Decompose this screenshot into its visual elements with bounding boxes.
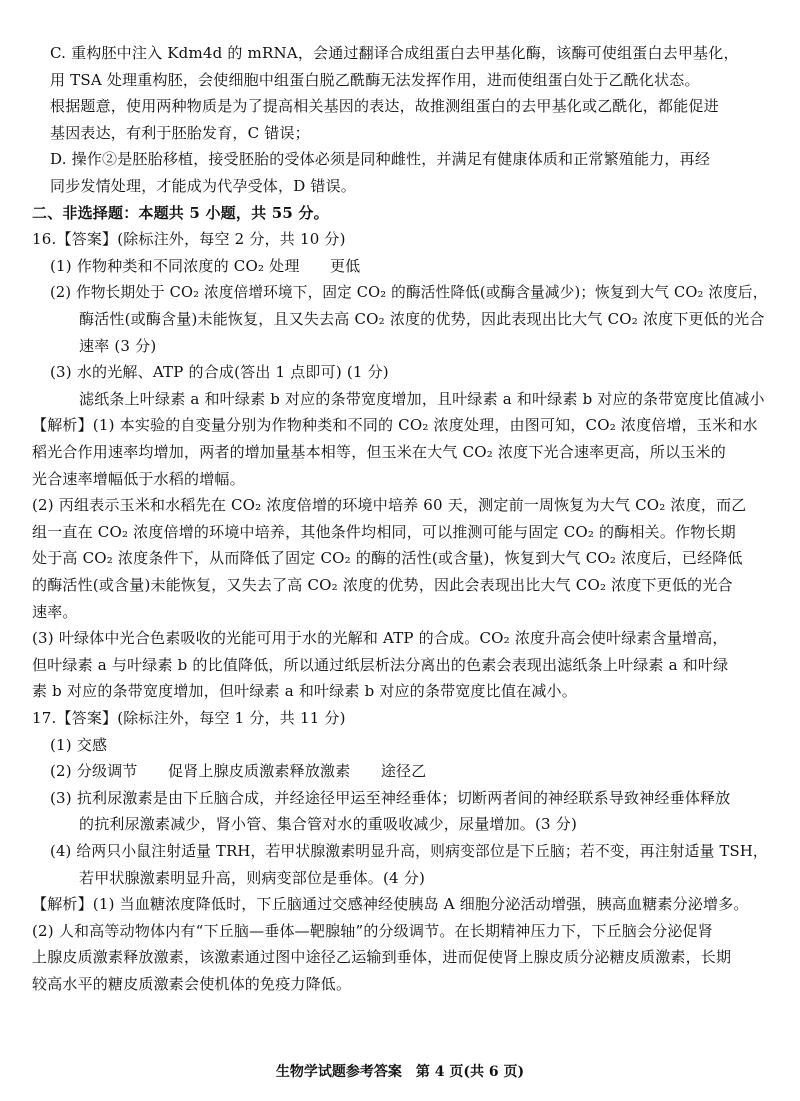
text-line: 处于高 CO₂ 浓度条件下，从而降低了固定 CO₂ 的酶的活性(或含量)，恢复到大气 CO₂ 浓度后，已经降低 [32,549,743,568]
text-line: (2) 作物长期处于 CO₂ 浓度倍增环境下，固定 CO₂ 的酶活性降低(或酶含量减少)；恢复到大气 CO₂ 浓度后， [50,283,768,302]
text-line: D. 操作②是胚胎移植，接受胚胎的受体必须是同种雌性，并满足有健康体质和正常繁殖能力，再经 [50,150,711,169]
text-line: C. 重构胚中注入 Kdm4d 的 mRNA，会通过翻译合成组蛋白去甲基化酶，该酶可使组蛋白去甲基化， [50,44,739,62]
text-line: 素 b 对应的条带宽度增加，但叶绿素 a 和叶绿素 b 对应的条带宽度比值在减小。 [32,682,577,701]
text-line: 17.【答案】(除标注外，每空 1 分，共 11 分) [32,709,346,727]
text-line: 速率。 [32,602,78,621]
text-line: 用 TSA 处理重构胚，会使细胞中组蛋白脱乙酰酶无法发挥作用，进而使组蛋白处于乙酰化状态。 [50,70,700,89]
text-line: 【解析】(1) 本实验的自变量分别为作物种类和不同的 CO₂ 浓度处理，由图可知，CO₂ 浓度倍增，玉米和水 [32,416,758,435]
text-line: 稻光合作用速率均增加，两者的增加量基本相等，但玉米在大气 CO₂ 浓度下光合速率更高，所以玉米的 [32,443,726,461]
text-line: 光合速率增幅低于水稻的增幅。 [32,469,245,488]
text-line: (4) 给两只小鼠注射适量 TRH，若甲状腺激素明显升高，则病变部位是下丘脑；若不变，再注射适量 TSH， [50,842,768,860]
text-line: 较高水平的糖皮质激素会使机体的免疫力降低。 [32,975,352,993]
text-line: (3) 抗利尿激素是由下丘脑合成，并经途径甲运至神经垂体；切断两者间的神经联系导致神经垂体释放 [50,788,731,807]
text-line: 的抗利尿激素减少，肾小管、集合管对水的重吸收减少，尿量增加。(3 分) [79,815,578,834]
text-line: 【解析】(1) 当血糖浓度降低时，下丘脑通过交感神经使胰岛 A 细胞分泌活动增强，胰高血糖素分泌增多。 [32,895,749,914]
text-line: 滤纸条上叶绿素 a 和叶绿素 b 对应的条带宽度增加，且叶绿素 a 和叶绿素 b 对应的条带宽度比值减小 [79,389,765,408]
text-line: 组一直在 CO₂ 浓度倍增的环境中培养，其他条件均相同，可以推测可能与固定 CO₂ 的酶相关。作物长期 [32,522,736,541]
text-line: 基因表达，有利于胚胎发育，C 错误； [50,123,310,142]
text-line: (3) 水的光解、ATP 的合成(答出 1 点即可) (1 分) [50,363,389,382]
text-line: 同步发情处理，才能成为代孕受体，D 错误。 [50,177,356,195]
text-line: 酶活性(或酶含量)未能恢复，且又失去高 CO₂ 浓度的优势，因此表现出比大气 CO₂ 浓度下更低的光合 [79,310,765,328]
text-line: (1) 交感 [50,735,108,754]
text-line: 二、非选择题：本题共 5 小题，共 55 分。 [32,203,329,222]
text-line: 的酶活性(或含量)未能恢复，又失去了高 CO₂ 浓度的优势，因此会表现出比大气 CO₂ 浓度下更低的光合 [32,576,733,594]
text-line: 16.【答案】(除标注外，每空 2 分，共 10 分) [32,230,346,249]
text-line: (2) 分级调节 促肾上腺皮质激素释放激素 途径乙 [50,762,427,781]
page-footer: 生物学试题参考答案 第 4 页(共 6 页) [275,1064,525,1080]
text-line: 根据题意，使用两种物质是为了提高相关基因的表达，故推测组蛋白的去甲基化或乙酰化，都能促进 [50,97,719,116]
text-line: 若甲状腺激素明显升高，则病变部位是垂体。(4 分) [79,868,426,887]
text-line: (2) 丙组表示玉米和水稻先在 CO₂ 浓度倍增的环境中培养 60 天，测定前一周恢复为大气 CO₂ 浓度，而乙 [32,496,747,515]
text-line: (3) 叶绿体中光合色素吸收的光能可用于水的光解和 ATP 的合成。CO₂ 浓度升高会使叶绿素含量增高， [32,629,728,648]
text-line: (1) 作物种类和不同浓度的 CO₂ 处理 更低 [50,256,361,275]
text-line: (2) 人和高等动物体内有“下丘脑—垂体—靶腺轴”的分级调节。在长期精神压力下，下丘脑会分泌促肾 [32,921,713,940]
text-line: 上腺皮质激素释放激素，该激素通过图中途径乙运输到垂体，进而促使肾上腺皮质分泌糖皮质激素，长期 [32,948,732,967]
text-line: 速率 (3 分) [79,336,157,355]
text-line: 但叶绿素 a 与叶绿素 b 的比值降低，所以通过纸层析法分离出的色素会表现出滤纸条上叶绿素 a 和叶绿 [32,655,729,674]
